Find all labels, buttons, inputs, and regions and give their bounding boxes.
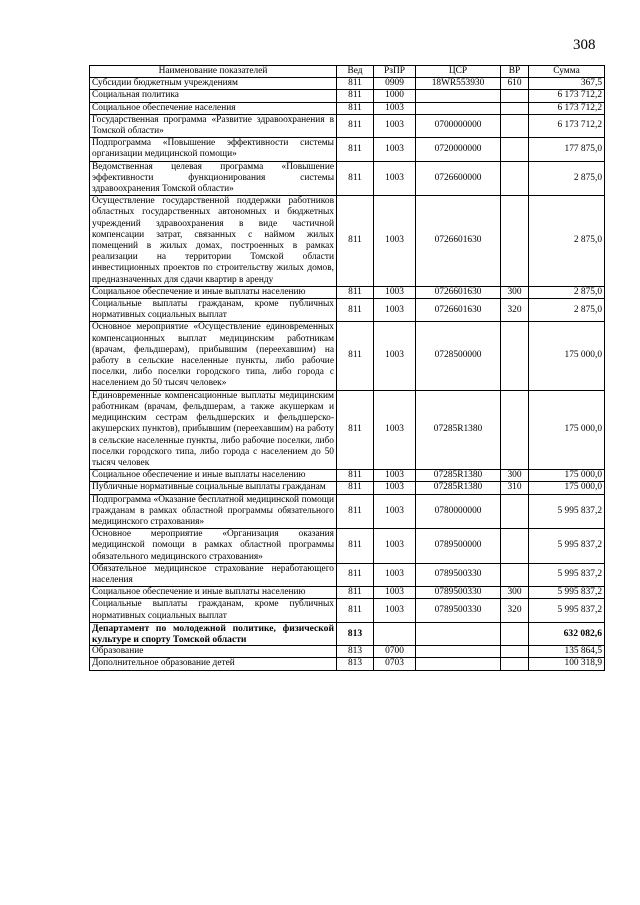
- row-rzpr-cell: 1003: [374, 587, 416, 599]
- row-sum-cell: 175 000,0: [529, 482, 605, 494]
- row-csr-cell: 0789500330: [416, 599, 501, 622]
- row-ved-cell: 811: [337, 78, 374, 90]
- row-ved-cell: 811: [337, 90, 374, 102]
- header-rzpr: РзПР: [374, 66, 416, 78]
- row-name-cell: Осуществление государственной поддержки работников областных государственных автономных и бюджетных учреждений здравоохранения в виде частичной компенсации затрат, связанных с наймом жилых помещений в жилых домах, построенных в рамках реализации на территории Томской области инвестиционных проектов по строительству жилых домов, предназначенных для сдачи квартир в аренду: [90, 196, 337, 287]
- row-vr-cell: 310: [501, 482, 529, 494]
- row-name-cell: Субсидии бюджетным учреждениям: [90, 78, 337, 90]
- row-ved-cell: 811: [337, 529, 374, 564]
- row-rzpr-cell: 1000: [374, 90, 416, 102]
- row-name-cell: Социальное обеспечение и иные выплаты населению: [90, 286, 337, 298]
- row-csr-cell: 0780000000: [416, 494, 501, 529]
- row-vr-cell: [501, 114, 529, 137]
- header-ved: Вед: [337, 66, 374, 78]
- row-ved-cell: 811: [337, 494, 374, 529]
- row-sum-cell: 5 995 837,2: [529, 529, 605, 564]
- row-csr-cell: 18WR553930: [416, 78, 501, 90]
- row-vr-cell: 300: [501, 587, 529, 599]
- row-name-cell: Основное мероприятие «Организация оказания медицинской помощи в рамках областной программы обязательного медицинского страхования»: [90, 529, 337, 564]
- row-ved-cell: 811: [337, 196, 374, 287]
- row-rzpr-cell: 0700: [374, 646, 416, 658]
- table-row: [90, 114, 605, 137]
- header-sum: Сумма: [529, 66, 605, 78]
- row-ved-cell: 811: [337, 599, 374, 622]
- row-rzpr-cell: 1003: [374, 599, 416, 622]
- row-csr-cell: 0700000000: [416, 114, 501, 137]
- row-ved-cell: 811: [337, 102, 374, 114]
- table-row: [90, 138, 605, 161]
- table-row: [90, 587, 605, 599]
- row-name-cell: Обязательное медицинское страхование неработающего населения: [90, 563, 337, 586]
- row-sum-cell: 5 995 837,2: [529, 563, 605, 586]
- row-name-cell: Ведомственная целевая программа «Повышение эффективности функционирования системы здравоохранения Томской области»: [90, 161, 337, 196]
- row-name-cell: Социальная политика: [90, 90, 337, 102]
- row-csr-cell: 0789500330: [416, 563, 501, 586]
- row-rzpr-cell: 1003: [374, 286, 416, 298]
- table-row: [90, 622, 605, 645]
- table-row: [90, 646, 605, 658]
- row-rzpr-cell: 1003: [374, 470, 416, 482]
- row-sum-cell: 2 875,0: [529, 161, 605, 196]
- table-row: [90, 390, 605, 469]
- row-ved-cell: 813: [337, 658, 374, 670]
- header-name: Наименование показателей: [90, 66, 337, 78]
- row-sum-cell: 2 875,0: [529, 286, 605, 298]
- row-sum-cell: 2 875,0: [529, 299, 605, 322]
- table-row: [90, 658, 605, 670]
- row-rzpr-cell: 1003: [374, 563, 416, 586]
- row-ved-cell: 811: [337, 482, 374, 494]
- row-rzpr-cell: 1003: [374, 196, 416, 287]
- row-sum-cell: 175 000,0: [529, 470, 605, 482]
- row-csr-cell: 0789500330: [416, 587, 501, 599]
- row-vr-cell: [501, 563, 529, 586]
- row-rzpr-cell: 1003: [374, 299, 416, 322]
- row-rzpr-cell: 1003: [374, 322, 416, 390]
- table-row: [90, 286, 605, 298]
- header-csr: ЦСР: [416, 66, 501, 78]
- row-name-cell: Департамент по молодежной политике, физической культуре и спорту Томской области: [90, 622, 337, 645]
- row-csr-cell: 0728500000: [416, 322, 501, 390]
- row-ved-cell: 811: [337, 322, 374, 390]
- row-vr-cell: [501, 622, 529, 645]
- table-row: [90, 470, 605, 482]
- budget-table: [89, 65, 605, 671]
- row-name-cell: Единовременные компенсационные выплаты медицинским работникам (врачам, фельдшерам, а также акушеркам и медицинским сестрам фельдшерских и фельдшерско-акушерских пунктов), прибывшим (переехавшим) на работу в сельские населенные пункты, либо рабочие поселки, либо поселки городского типа, либо города с населением до 50 тысяч человек: [90, 390, 337, 469]
- row-vr-cell: [501, 102, 529, 114]
- row-vr-cell: 300: [501, 470, 529, 482]
- row-sum-cell: 6 173 712,2: [529, 114, 605, 137]
- row-name-cell: Дополнительное образование детей: [90, 658, 337, 670]
- row-name-cell: Государственная программа «Развитие здравоохранения в Томской области»: [90, 114, 337, 137]
- row-vr-cell: [501, 161, 529, 196]
- row-ved-cell: 811: [337, 587, 374, 599]
- row-ved-cell: 811: [337, 161, 374, 196]
- row-ved-cell: 811: [337, 138, 374, 161]
- row-vr-cell: 610: [501, 78, 529, 90]
- row-sum-cell: 177 875,0: [529, 138, 605, 161]
- row-sum-cell: 5 995 837,2: [529, 494, 605, 529]
- row-ved-cell: 811: [337, 114, 374, 137]
- row-vr-cell: 320: [501, 299, 529, 322]
- table-row: [90, 482, 605, 494]
- row-name-cell: Основное мероприятие «Осуществление единовременных компенсационных выплат медицинским работникам (врачам, фельдшерам), прибывшим (переехавшим) на работу в сельские населенные пункты, либо рабочие поселки, либо поселки городского типа, либо города с населением до 50 тысяч человек»: [90, 322, 337, 390]
- row-vr-cell: [501, 646, 529, 658]
- table-row: [90, 322, 605, 390]
- row-rzpr-cell: 1003: [374, 138, 416, 161]
- row-name-cell: Социальные выплаты гражданам, кроме публичных нормативных социальных выплат: [90, 599, 337, 622]
- row-name-cell: Образование: [90, 646, 337, 658]
- table-row: [90, 599, 605, 622]
- row-sum-cell: 5 995 837,2: [529, 599, 605, 622]
- row-rzpr-cell: 1003: [374, 529, 416, 564]
- row-vr-cell: [501, 322, 529, 390]
- row-name-cell: Публичные нормативные социальные выплаты гражданам: [90, 482, 337, 494]
- row-vr-cell: [501, 390, 529, 469]
- row-csr-cell: 0789500000: [416, 529, 501, 564]
- row-sum-cell: 175 000,0: [529, 322, 605, 390]
- table-row: [90, 78, 605, 90]
- row-ved-cell: 813: [337, 622, 374, 645]
- row-sum-cell: 100 318,9: [529, 658, 605, 670]
- row-name-cell: Социальное обеспечение населения: [90, 102, 337, 114]
- row-csr-cell: 0726600000: [416, 161, 501, 196]
- row-ved-cell: 811: [337, 286, 374, 298]
- row-rzpr-cell: 1003: [374, 161, 416, 196]
- row-ved-cell: 811: [337, 299, 374, 322]
- row-rzpr-cell: 1003: [374, 102, 416, 114]
- row-rzpr-cell: 1003: [374, 482, 416, 494]
- table-row: [90, 494, 605, 529]
- row-rzpr-cell: [374, 622, 416, 645]
- table-row: [90, 102, 605, 114]
- row-vr-cell: 300: [501, 286, 529, 298]
- row-name-cell: Социальное обеспечение и иные выплаты населению: [90, 587, 337, 599]
- table-row: [90, 529, 605, 564]
- row-sum-cell: 632 082,6: [529, 622, 605, 645]
- row-sum-cell: 367,5: [529, 78, 605, 90]
- row-ved-cell: 811: [337, 470, 374, 482]
- row-csr-cell: 07285R1380: [416, 470, 501, 482]
- row-csr-cell: 0720000000: [416, 138, 501, 161]
- row-rzpr-cell: 1003: [374, 390, 416, 469]
- row-csr-cell: 0726601630: [416, 299, 501, 322]
- row-rzpr-cell: 1003: [374, 494, 416, 529]
- row-sum-cell: 6 173 712,2: [529, 90, 605, 102]
- row-ved-cell: 811: [337, 563, 374, 586]
- row-csr-cell: 07285R1380: [416, 390, 501, 469]
- table-header-row: [90, 66, 605, 78]
- table-row: [90, 563, 605, 586]
- row-vr-cell: [501, 658, 529, 670]
- row-rzpr-cell: 1003: [374, 114, 416, 137]
- row-vr-cell: [501, 529, 529, 564]
- row-csr-cell: 0726601630: [416, 286, 501, 298]
- row-name-cell: Подпрограмма «Оказание бесплатной медицинской помощи гражданам в рамках областной программы обязательного медицинского страхования»: [90, 494, 337, 529]
- row-csr-cell: [416, 646, 501, 658]
- row-ved-cell: 813: [337, 646, 374, 658]
- row-name-cell: Социальные выплаты гражданам, кроме публичных нормативных социальных выплат: [90, 299, 337, 322]
- row-vr-cell: [501, 90, 529, 102]
- row-csr-cell: 0726601630: [416, 196, 501, 287]
- row-rzpr-cell: 0909: [374, 78, 416, 90]
- table-row: [90, 90, 605, 102]
- row-name-cell: Подпрограмма «Повышение эффективности системы организации медицинской помощи»: [90, 138, 337, 161]
- row-sum-cell: 2 875,0: [529, 196, 605, 287]
- row-csr-cell: [416, 90, 501, 102]
- table-row: [90, 161, 605, 196]
- row-sum-cell: 5 995 837,2: [529, 587, 605, 599]
- table-row: [90, 299, 605, 322]
- row-csr-cell: 07285R1380: [416, 482, 501, 494]
- row-vr-cell: [501, 196, 529, 287]
- row-csr-cell: [416, 622, 501, 645]
- header-vr: ВР: [501, 66, 529, 78]
- row-vr-cell: 320: [501, 599, 529, 622]
- row-ved-cell: 811: [337, 390, 374, 469]
- table-row: [90, 196, 605, 287]
- row-name-cell: Социальное обеспечение и иные выплаты населению: [90, 470, 337, 482]
- row-vr-cell: [501, 494, 529, 529]
- row-rzpr-cell: 0703: [374, 658, 416, 670]
- row-sum-cell: 175 000,0: [529, 390, 605, 469]
- row-csr-cell: [416, 658, 501, 670]
- page-number: 308: [573, 37, 596, 53]
- row-sum-cell: 135 864,5: [529, 646, 605, 658]
- row-sum-cell: 6 173 712,2: [529, 102, 605, 114]
- row-csr-cell: [416, 102, 501, 114]
- row-vr-cell: [501, 138, 529, 161]
